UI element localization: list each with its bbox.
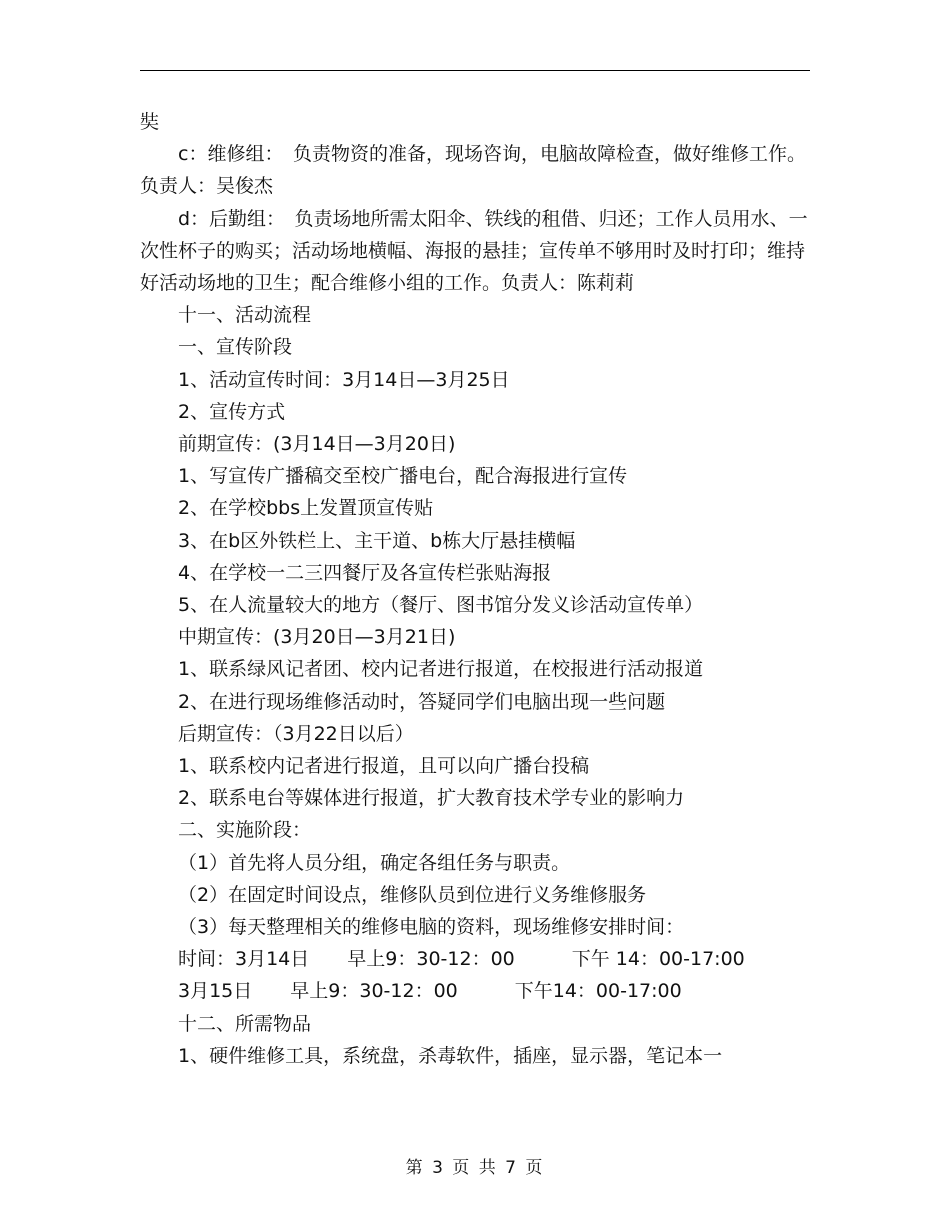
document-body	[140, 106, 810, 1072]
subsection-heading: 一、宣传阶段	[178, 336, 293, 359]
schedule-line: 3月15日 早上9：30-12：00 下午14：00-17:00	[178, 980, 682, 1003]
list-item: 1、联系绿风记者团、校内记者进行报道，在校报进行活动报道	[178, 658, 704, 681]
text-paragraph-logistics-group: d：后勤组： 负责场地所需太阳伞、铁线的租借、归还；工作人员用水、一次性杯子的购买；活动场地横幅、海报的悬挂；宣传单不够用时及时打印；维持好活动场地的卫生；配合维修小组的工作。负责人：陈莉莉	[140, 207, 808, 295]
list-item: 2、联系电台等媒体进行报道，扩大教育技术学专业的影响力	[178, 787, 685, 810]
page-number-footer: 第 3 页 共 7 页	[405, 1158, 545, 1178]
list-item: （1）首先将人员分组，确定各组任务与职责。	[178, 851, 571, 874]
text-line: 2、宣传方式	[178, 400, 286, 423]
list-item: （2）在固定时间设点，维修队员到位进行义务维修服务	[178, 883, 647, 906]
text-line: 前期宣传：(3月14日—3月20日)	[178, 433, 456, 456]
text-line: 中期宣传：(3月20日—3月21日)	[178, 626, 456, 649]
list-item: 1、联系校内记者进行报道，且可以向广播台投稿	[178, 755, 590, 778]
list-item: 5、在人流量较大的地方（餐厅、图书馆分发义诊活动宣传单）	[178, 594, 704, 617]
list-item: 2、在进行现场维修活动时，答疑同学们电脑出现一些问题	[178, 690, 666, 713]
section-heading: 十一、活动流程	[178, 304, 312, 327]
list-item: 1、写宣传广播稿交至校广播电台，配合海报进行宣传	[178, 465, 628, 488]
list-item: （3）每天整理相关的维修电脑的资料，现场维修安排时间：	[178, 916, 685, 939]
text-paragraph-repair-group: c：维修组： 负责物资的准备，现场咨询，电脑故障检查，做好维修工作。负责人：吴俊杰	[140, 143, 806, 198]
list-item: 3、在b区外铁栏上、主干道、b栋大厅悬挂横幅	[178, 529, 576, 552]
text-line: 奘	[140, 111, 160, 133]
schedule-line: 时间：3月14日 早上9：30-12：00 下午 14：00-17:00	[178, 948, 745, 971]
subsection-heading: 二、实施阶段：	[178, 819, 312, 842]
text-line: 后期宣传：（3月22日以后）	[178, 722, 414, 745]
list-item: 2、在学校bbs上发置顶宣传贴	[178, 497, 434, 520]
section-heading: 十二、所需物品	[178, 1012, 312, 1035]
list-item: 1、硬件维修工具，系统盘，杀毒软件，插座，显示器，笔记本一	[178, 1044, 723, 1067]
list-item: 4、在学校一二三四餐厅及各宣传栏张贴海报	[178, 561, 552, 584]
text-line: 1、活动宣传时间：3月14日—3月25日	[178, 368, 510, 391]
header-rule	[140, 70, 810, 71]
